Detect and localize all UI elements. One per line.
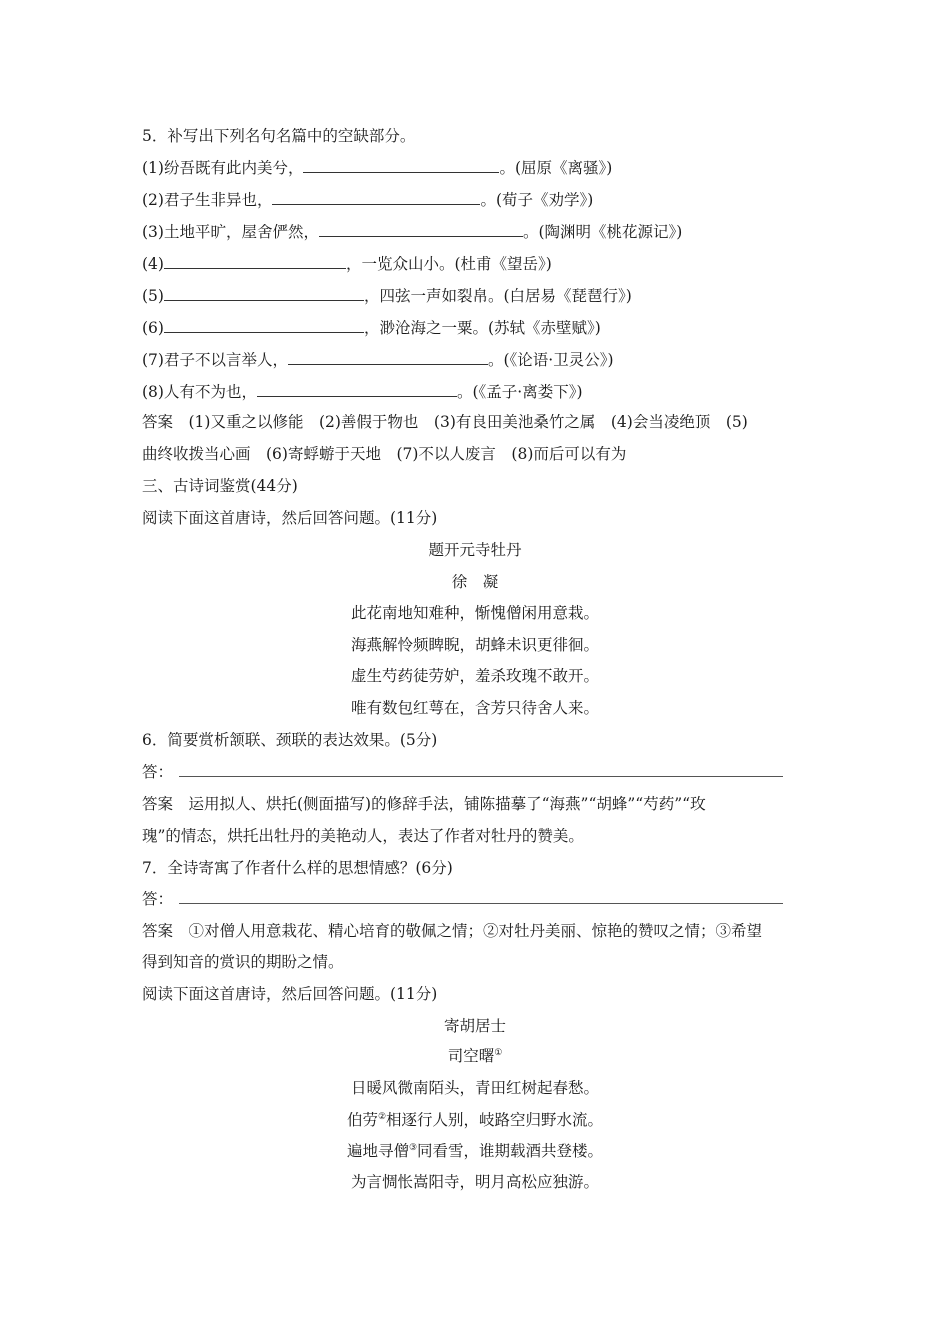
footnote-mark: ① — [494, 1047, 503, 1058]
footnote-mark: ② — [377, 1111, 387, 1122]
poem2-author: 司空曙① — [447, 1047, 503, 1065]
section-heading: 三、古诗词鉴赏(44分) — [142, 477, 298, 495]
q5-answer-line-2: 曲终收拨当心画 (6)寄蜉蝣于天地 (7)不以人废言 (8)而后可以有为 — [142, 445, 627, 463]
q5-item-3: (3)土地平旷，屋舍俨然， 。(陶渊明《桃花源记》) — [142, 223, 683, 241]
answer-blank[interactable] — [164, 318, 364, 333]
q5-item-1: (1)纷吾既有此内美兮， 。(屈原《离骚》) — [142, 159, 613, 177]
answer-blank[interactable] — [319, 222, 523, 237]
q7-question: 7．全诗寄寓了作者什么样的思想情感？(6分) — [142, 859, 453, 877]
q5-answer-line-1: 答案 (1)又重之以修能 (2)善假于物也 (3)有良田美池桑竹之属 (4)会当凌绝顶 (5) — [142, 413, 748, 431]
q6-answer-field: 答： — [142, 762, 783, 782]
q6-question: 6．简要赏析颔联、颈联的表达效果。(5分) — [142, 731, 438, 749]
poem1-title: 题开元寺牡丹 — [428, 541, 522, 559]
poem2-line-1: 日暖风微南陌头，青田红树起春愁。 — [350, 1079, 599, 1097]
poem1-line-2: 海燕解怜频睥睨，胡蜂未识更徘徊。 — [350, 636, 599, 654]
poem1-line-4: 唯有数包红萼在，含芳只待舍人来。 — [350, 699, 599, 717]
q5-item-5: (5) ，四弦一声如裂帛。(白居易《琵琶行》) — [142, 287, 632, 305]
answer-blank[interactable] — [288, 350, 488, 365]
q5-item-4: (4) ，一览众山小。(杜甫《望岳》) — [142, 255, 552, 273]
poem2-line-4: 为言惆怅嵩阳寺，明月高松应独游。 — [350, 1173, 599, 1191]
poem2-title: 寄胡居士 — [443, 1017, 506, 1035]
q6-answer-line-1: 答案 运用拟人、烘托(侧面描写)的修辞手法，铺陈描摹了“海燕”“胡蜂”“芍药”“玫 — [142, 795, 706, 813]
poem2-intro: 阅读下面这首唐诗，然后回答问题。(11分) — [142, 985, 438, 1003]
answer-blank[interactable] — [303, 158, 499, 173]
q5-item-8: (8)人有不为也， 。(《孟子·离娄下》) — [142, 383, 583, 401]
q5-item-2: (2)君子生非异也， 。(荀子《劝学》) — [142, 191, 594, 209]
poem1-author: 徐 凝 — [451, 573, 499, 591]
answer-line[interactable] — [179, 762, 783, 777]
poem2-line-3: 遍地寻僧③同看雪，谁期载酒共登楼。 — [346, 1142, 604, 1160]
poem2-line-2: 伯劳②相逐行人别，岐路空归野水流。 — [346, 1111, 604, 1129]
answer-line[interactable] — [179, 889, 783, 904]
answer-blank[interactable] — [164, 254, 346, 269]
poem1-line-3: 虚生芍药徒劳妒，羞杀玫瑰不敢开。 — [350, 667, 599, 685]
q5-title: 5．补写出下列名句名篇中的空缺部分。 — [142, 127, 416, 145]
q7-answer-line-1: 答案 ①对僧人用意栽花、精心培育的敬佩之情；②对牡丹美丽、惊艳的赞叹之情；③希望 — [142, 922, 763, 940]
answer-blank[interactable] — [164, 286, 364, 301]
q7-answer-line-2: 得到知音的赏识的期盼之情。 — [142, 953, 344, 971]
answer-blank[interactable] — [272, 190, 480, 205]
q7-answer-field: 答： — [142, 889, 783, 909]
answer-blank[interactable] — [257, 382, 457, 397]
q5-item-7: (7)君子不以言举人， 。(《论语·卫灵公》) — [142, 351, 614, 369]
q5-item-6: (6) ，渺沧海之一粟。(苏轼《赤壁赋》) — [142, 319, 601, 337]
poem1-intro: 阅读下面这首唐诗，然后回答问题。(11分) — [142, 509, 438, 527]
q6-answer-line-2: 瑰”的情态，烘托出牡丹的美艳动人，表达了作者对牡丹的赞美。 — [142, 827, 584, 845]
footnote-mark: ③ — [408, 1142, 418, 1153]
poem1-line-1: 此花南地知难种，惭愧僧闲用意栽。 — [350, 604, 599, 622]
